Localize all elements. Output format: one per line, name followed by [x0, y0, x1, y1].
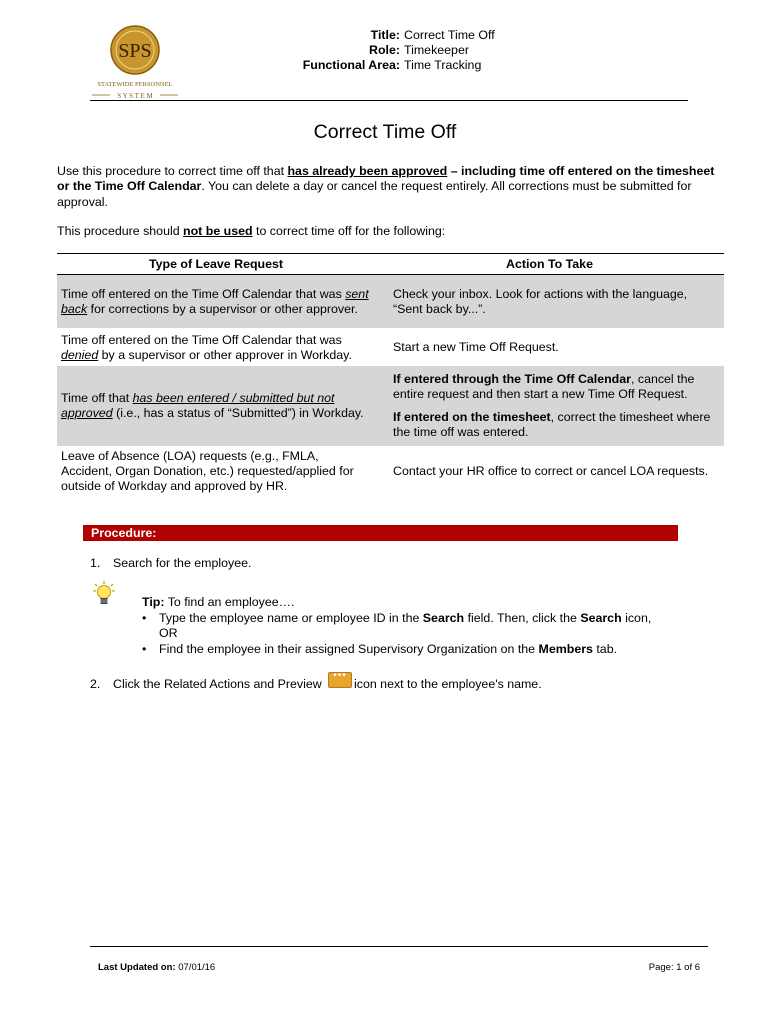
footer-divider [90, 946, 708, 947]
table-row [57, 366, 724, 446]
tip-or: OR [159, 626, 178, 640]
action-cell: Contact your HR office to correct or cancel LOA requests. [393, 463, 709, 478]
bullet-icon: • [142, 642, 147, 656]
tip-bullet: Find the employee in their assigned Supervisory Organization on the Members tab. [159, 642, 618, 656]
action-cell: Check your inbox. Look for actions with the language, “Sent back by...”. [375, 275, 724, 329]
last-updated: Last Updated on: 07/01/16 [98, 962, 216, 973]
action-cell: Start a new Time Off Request. [393, 340, 559, 354]
step-text: Search for the employee. [113, 556, 252, 570]
meta-value: Timekeeper [404, 43, 469, 57]
step-text-continued: icon next to the employee's name. [354, 677, 542, 691]
intro-paragraph: Use this procedure to correct time off that has already been approved – including time off entered on the timesheet or the Time Off Calendar. You can delete a day or cancel the request entirely. All corrections must be submitted for approval. [57, 164, 715, 209]
related-actions-icon: ••• [328, 672, 352, 688]
procedure-heading: Procedure: [91, 526, 157, 540]
step-text: Click the Related Actions and Preview [113, 677, 322, 691]
column-header: Action To Take [375, 254, 724, 275]
bullet-icon: • [142, 611, 147, 625]
procedure-heading-bar [83, 525, 678, 541]
meta-value: Correct Time Off [404, 28, 495, 42]
leave-type-cell: Time off entered on the Time Off Calendar that was denied by a supervisor or other approver in Workday. [61, 332, 352, 362]
sps-logo [80, 22, 190, 104]
column-header: Type of Leave Request [57, 254, 375, 275]
meta-label: Role: [369, 43, 400, 57]
tip-heading: Tip: To find an employee…. [142, 595, 295, 609]
header-divider [90, 100, 688, 101]
table-row [57, 446, 724, 496]
step-number: 2. [90, 677, 101, 691]
leave-type-cell: Time off that has been entered / submitted but not approved (i.e., has a status of “Submitted”) in Workday. [57, 366, 375, 446]
tip-bullet: Type the employee name or employee ID in the Search field. Then, click the Search icon, [159, 611, 652, 625]
action-cell: If entered through the Time Off Calendar, cancel the entire request and then start a new Time Off Request. If entered on the timesheet, correct the timesheet where the time off was entered. [375, 366, 724, 446]
step-number: 1. [90, 556, 101, 570]
table-row [57, 329, 724, 367]
logo-monogram: SPS [118, 40, 152, 62]
meta-value: Time Tracking [404, 58, 482, 72]
lightbulb-icon [92, 580, 116, 608]
document-title: Correct Time Off [313, 121, 457, 143]
table-header-row [57, 254, 724, 275]
page-number: Page: 1 of 6 [648, 962, 700, 973]
logo-system-line: S Y S T E M [117, 92, 153, 100]
leave-request-table [57, 253, 724, 496]
logo-org-line: STATEWIDE PERSONNEL [97, 81, 173, 88]
table-row [57, 275, 724, 329]
exclusion-paragraph: This procedure should not be used to correct time off for the following: [57, 224, 446, 238]
meta-label: Functional Area: [302, 58, 400, 72]
meta-label: Title: [370, 28, 400, 42]
leave-type-cell: Leave of Absence (LOA) requests (e.g., FMLA, Accident, Organ Donation, etc.) requested/applied for outside of Workday and approved by HR. [61, 448, 354, 493]
leave-type-cell: Time off entered on the Time Off Calendar that was sent back for corrections by a supervisor or other approver. [57, 275, 375, 329]
